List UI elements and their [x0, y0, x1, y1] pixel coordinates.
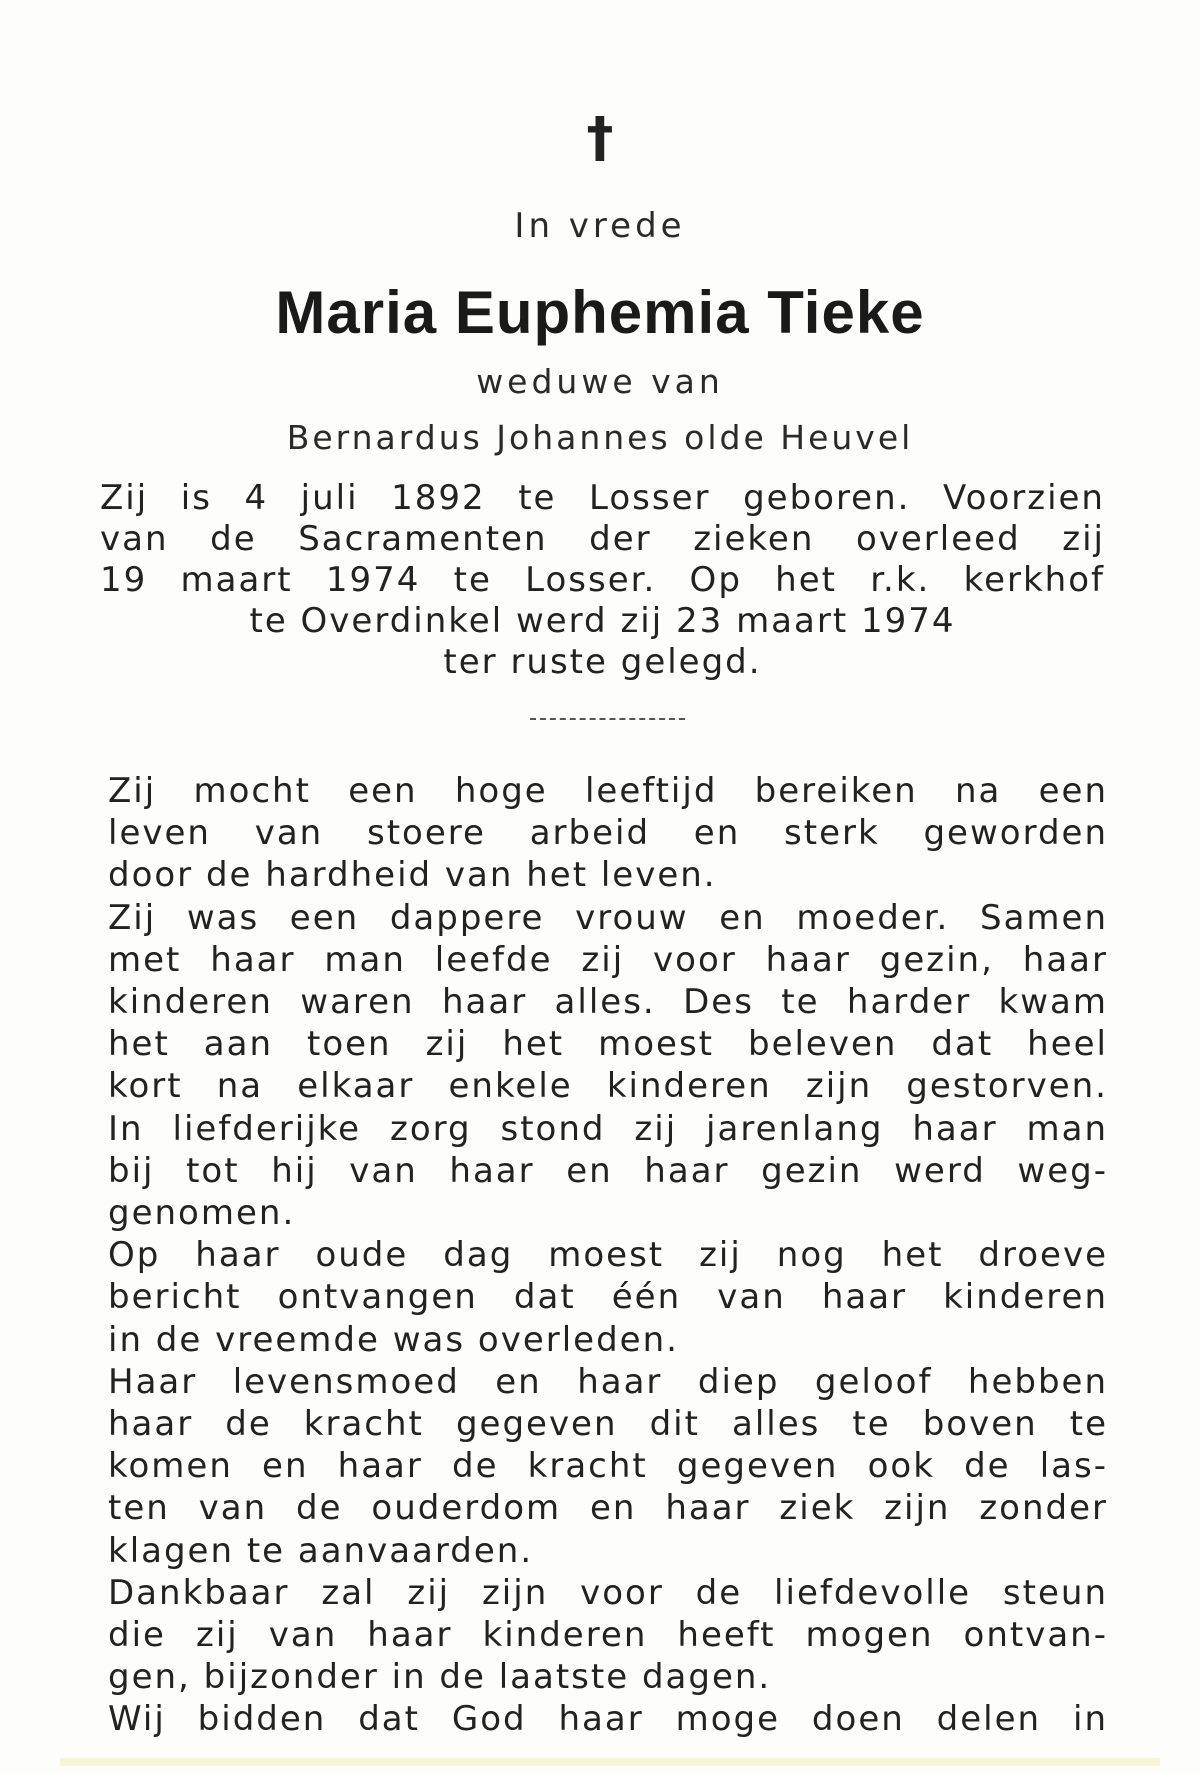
text-line: bij tot hij van haar en haar gezin werd weg-	[108, 1150, 1108, 1191]
text-line: Zij mocht een hoge leeftijd bereiken na een	[108, 771, 1108, 811]
text-line: In liefderijke zorg stond zij jarenlang haar man	[108, 1108, 1108, 1149]
facts-line: Zij is 4 juli 1892 te Losser geboren. Voorzien	[100, 478, 1105, 518]
deceased-name: Maria Euphemia Tieke	[275, 279, 925, 346]
text-line: het aan toen zij het moest beleven dat heel	[108, 1024, 1108, 1065]
biographical-facts	[100, 478, 1105, 683]
text-line: Wij bidden dat God haar moge doen delen in	[108, 1699, 1108, 1740]
facts-line: ter ruste gelegd.	[443, 642, 762, 682]
husband-name: Bernardus Johannes olde Heuvel	[286, 418, 914, 457]
text-line: leven van stoere arbeid en sterk geworden	[108, 813, 1108, 854]
facts-line: te Overdinkel werd zij 23 maart 1974	[249, 601, 956, 641]
facts-line: 19 maart 1974 te Losser. Op het r.k. kerkhof	[100, 560, 1105, 600]
text-line: gen, bijzonder in de laatste dagen.	[108, 1657, 772, 1698]
widow-of-label: weduwe van	[476, 362, 724, 401]
text-line: ten van de ouderdom en haar ziek zijn zonder	[108, 1488, 1108, 1529]
text-line: klagen te aanvaarden.	[108, 1530, 534, 1571]
text-line: in de vreemde was overleden.	[108, 1319, 679, 1360]
text-line: genomen.	[108, 1193, 296, 1234]
text-line: kort na elkaar enkele kinderen zijn gestorven.	[108, 1066, 1108, 1107]
text-line: Zij was een dappere vrouw en moeder. Samen	[108, 897, 1108, 938]
text-line: met haar man leefde zij voor haar gezin, haar	[108, 939, 1108, 980]
text-line: kinderen waren haar alles. Des te harder kwam	[108, 982, 1108, 1023]
text-line: Op haar oude dag moest zij nog het droeve	[108, 1235, 1108, 1276]
facts-line: van de Sacramenten der zieken overleed zij	[100, 519, 1105, 559]
tape-strip	[60, 1758, 1160, 1766]
text-line: Haar levensmoed en haar diep geloof hebben	[108, 1361, 1108, 1402]
in-vrede-heading: In vrede	[514, 206, 686, 246]
text-line: bericht ontvangen dat één van haar kinderen	[108, 1277, 1108, 1318]
section-divider	[530, 718, 685, 720]
text-line: Dankbaar zal zij zijn voor de liefdevolle steun	[108, 1572, 1108, 1613]
text-line: die zij van haar kinderen heeft mogen ontvan-	[108, 1615, 1108, 1656]
text-line: door de hardheid van het leven.	[108, 855, 717, 896]
text-line: haar de kracht gegeven dit alles te boven te	[108, 1404, 1108, 1445]
text-line: komen en haar de kracht gegeven ook de las-	[108, 1446, 1108, 1487]
cross-icon: †	[586, 106, 614, 169]
memorial-text	[108, 770, 1108, 1741]
